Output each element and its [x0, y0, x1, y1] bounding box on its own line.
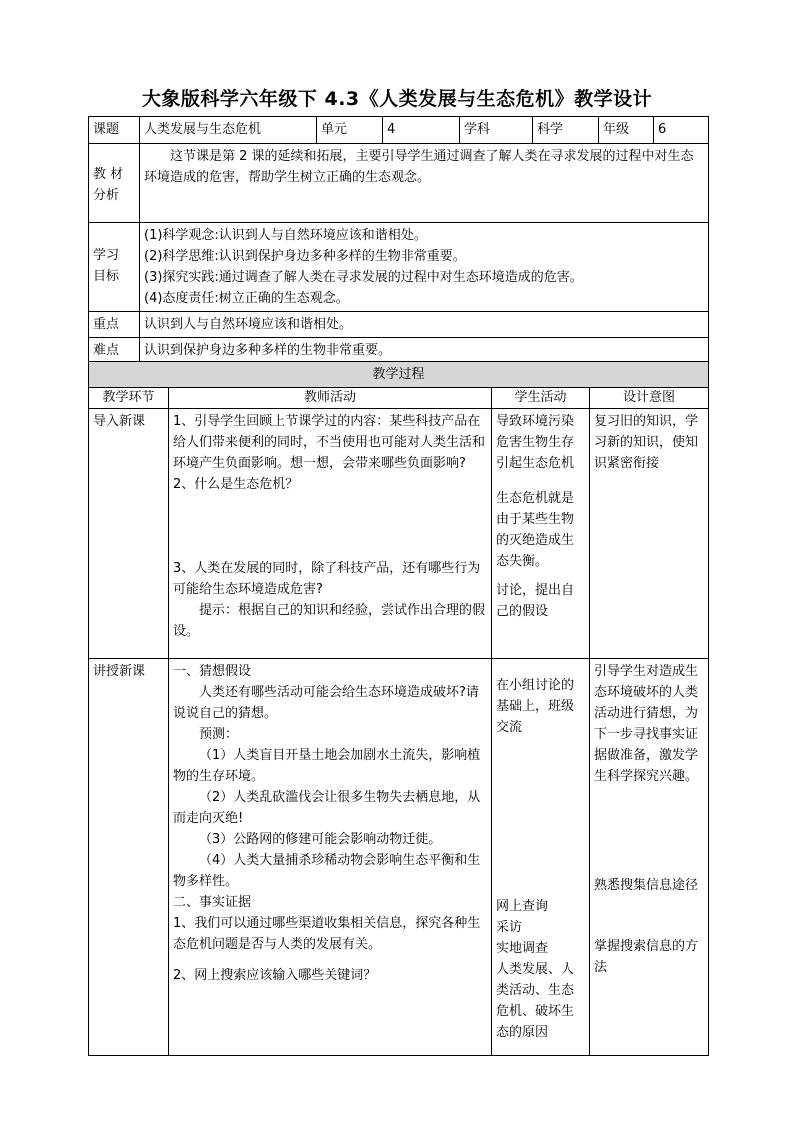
process-header: 教学过程 — [89, 362, 709, 388]
intro-design: 复习旧的知识，学习新的知识，使知识紧密衔接 — [590, 409, 709, 659]
goal-item: (1)科学观念:认识到人与自然环境应该和谐相处。 — [144, 228, 427, 243]
subject-value: 科学 — [533, 117, 599, 144]
lecture-stage: 讲授新课 — [89, 659, 169, 1056]
grade-value: 6 — [654, 117, 709, 144]
topic-label: 课题 — [89, 117, 140, 144]
lecture-teacher: 一、猜想假设 人类还有哪些活动可能会给生态环境造成破坏?请说说自己的猜想。 预测： （1）人类盲目开垦土地会加剧水土流失，影响植物的生存环境。 （2）人类乱砍滥伐会让很多生物失去栖息地，从而走向灭绝! （3）公路网的修建可能会影响动物迁徙。 （4）人类大量捕杀珍稀动物会影响生态平衡和生物多样性。 二、事实证据 1、我们可以通过哪些渠道收集相关信息，探究各种生态危机问题是否与人类的发展有关。 2、网上搜索应该输入哪些关键词？ — [169, 659, 492, 1056]
goal-item: (3)探究实践:通过调查了解人类在寻求发展的过程中对生态环境造成的危害。 — [144, 270, 583, 285]
info-table — [88, 116, 709, 365]
goal-item: (4)态度责任:树立正确的生态观念。 — [144, 291, 349, 306]
difficulty-text: 认识到保护身边多种多样的生物非常重要。 — [140, 338, 709, 365]
lecture-student: 在小组讨论的基础上，班级交流 网上查询 采访 实地调查 人类发展、人类活动、生态危机、破坏生态的原因 — [492, 659, 590, 1056]
key-label: 重点 — [89, 312, 140, 338]
intro-teacher: 1、引导学生回顾上节课学过的内容：某些科技产品在给人们带来便利的同时，不当使用也可能对人类生活和环境产生负面影响。想一想，会带来哪些负面影响? 2、什么是生态危机？ 3、人类在发展的同时，除了科技产品，还有哪些行为可能给生态环境造成危害? 提示：根据自己的知识和经验，尝试作出合理的假设。 — [169, 409, 492, 659]
topic-value: 人类发展与生态危机 — [140, 117, 317, 144]
intro-student: 导致环境污染危害生物生存引起生态危机 生态危机就是由于某些生物的灭绝造成生态失衡。 讨论，提出自己的假设 — [492, 409, 590, 659]
goals-label: 学习 目标 — [89, 223, 140, 312]
key-text: 认识到人与自然环境应该和谐相处。 — [140, 312, 709, 338]
goals-list — [140, 223, 709, 312]
process-table — [88, 361, 709, 1056]
column-header: 教学环节 — [89, 388, 169, 409]
unit-label: 单元 — [317, 117, 383, 144]
column-header: 学生活动 — [492, 388, 590, 409]
goal-item: (2)科学思维:认识到保护身边多种多样的生物非常重要。 — [144, 249, 466, 264]
unit-value: 4 — [383, 117, 460, 144]
column-header: 设计意图 — [590, 388, 709, 409]
intro-stage: 导入新课 — [89, 409, 169, 659]
column-header: 教师活动 — [169, 388, 492, 409]
grade-label: 年级 — [599, 117, 654, 144]
lecture-design: 引导学生对造成生态环境破坏的人类活动进行猜想，为下一步寻找事实证据做准备，激发学生科学探究兴趣。 熟悉搜集信息途径 掌握搜索信息的方法 — [590, 659, 709, 1056]
analysis-text: 这节课是第 2 课的延续和拓展，主要引导学生通过调查了解人类在寻求发展的过程中对生态环境造成的危害，帮助学生树立正确的生态观念。 — [140, 144, 709, 223]
analysis-label: 教 材 分析 — [89, 144, 140, 223]
subject-label: 学科 — [460, 117, 533, 144]
document-title: 大象版科学六年级下 4.3《人类发展与生态危机》教学设计 — [141, 88, 653, 110]
difficulty-label: 难点 — [89, 338, 140, 365]
